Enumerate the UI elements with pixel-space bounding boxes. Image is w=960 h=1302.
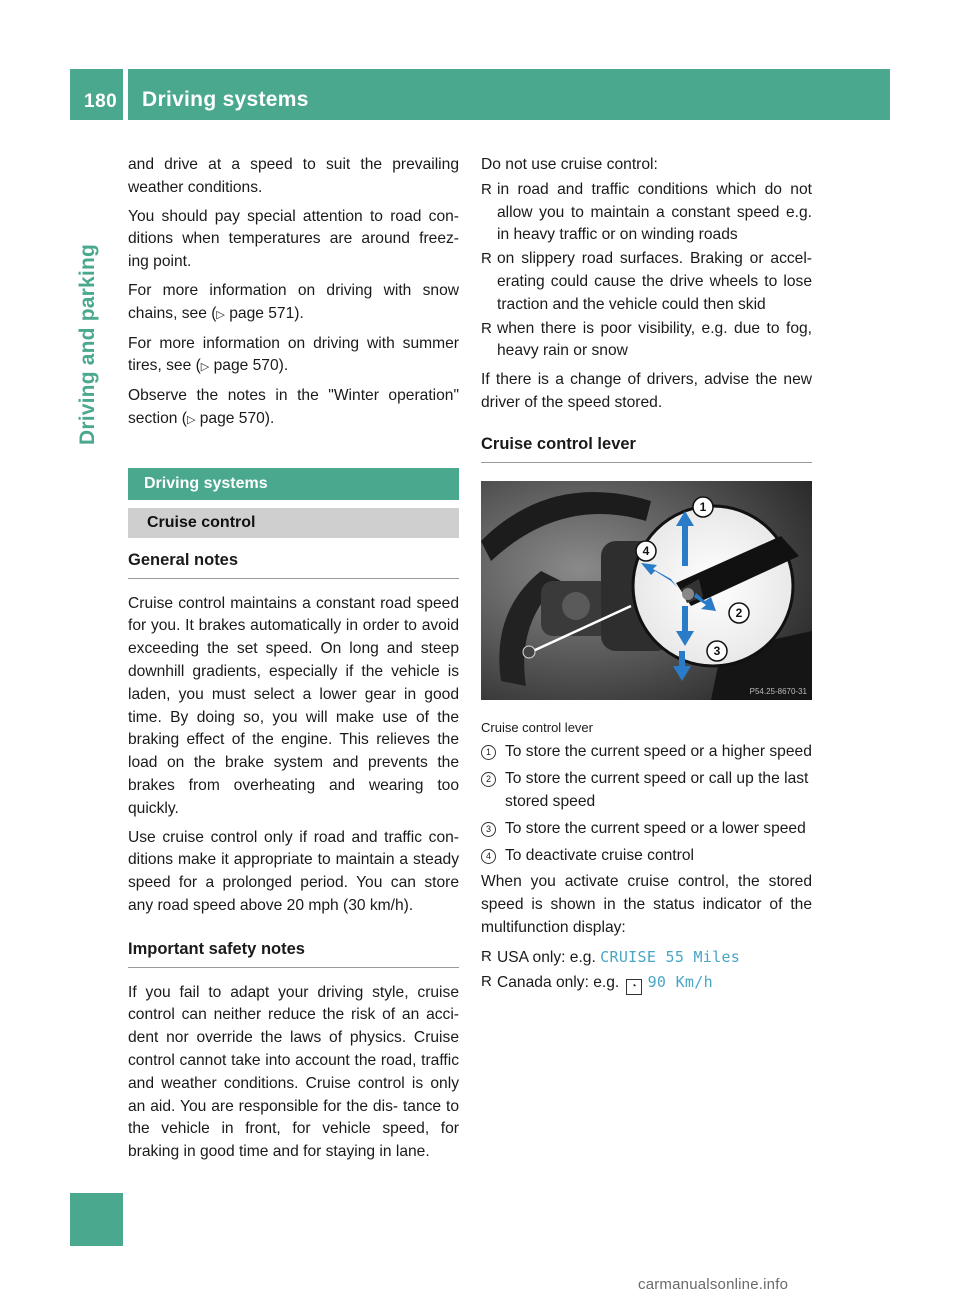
- number-badge: 3: [481, 822, 496, 837]
- list-item: 4 To deactivate cruise control: [481, 845, 812, 868]
- cruise-control-lever-illustration: [481, 481, 812, 700]
- paragraph: You should pay special attention to road con- ditions when temperatures are around freez- ing point.: [128, 207, 459, 271]
- list-item: R Canada only: e.g. ◔ 90 Km/h: [481, 971, 812, 995]
- callout-1: 1: [699, 499, 707, 514]
- side-tab-marker: [70, 1193, 123, 1246]
- left-column: [128, 154, 459, 1170]
- callout-3: 3: [713, 643, 721, 658]
- list-item: R when there is poor visibility, e.g. due to fog, heavy rain or snow: [481, 318, 812, 364]
- list-item: R on slippery road surfaces. Braking or accel- erating could cause the drive wheels to lose traction and the vehicle could then skid: [481, 248, 812, 316]
- display-readout-usa: CRUISE 55 Miles: [600, 947, 741, 966]
- heading-general-notes: General notes: [128, 549, 459, 579]
- speedometer-icon: ◔: [626, 979, 642, 995]
- watermark: carmanualsonline.info: [638, 1276, 789, 1293]
- paragraph: Observe the notes in the "Winter operation" section (▷ page 570).: [128, 387, 459, 427]
- number-badge: 2: [481, 772, 496, 787]
- number-badge: 4: [481, 849, 496, 864]
- page-title: Driving systems: [142, 88, 309, 111]
- page-number: 180: [84, 91, 118, 112]
- page-ref-arrow-icon: ▷: [200, 361, 210, 374]
- paragraph: Use cruise control only if road and traffic con- ditions make it appropriate to maintain a steady speed for a prolonged period. You can store any road speed above 20 mph (30 km/h).: [128, 828, 459, 914]
- paragraph: If you fail to adapt your driving style, cruise control can neither reduce the risk of an acci- dent nor override the laws of physics. Cruise control cannot take into account the road, traffic and weather conditions. Cruise control is only an aid. You are responsible for the dis- tance to the vehicle in front, for vehicle speed, for braking in good time and for staying in lane.: [128, 983, 459, 1161]
- callout-2: 2: [735, 605, 743, 620]
- list-item: R USA only: e.g. CRUISE 55 Miles: [481, 946, 812, 970]
- section-heading-driving-systems: Driving systems: [128, 468, 459, 500]
- paragraph: For more information on driving with snow chains, see (▷ page 571).: [128, 281, 459, 322]
- page-ref-link[interactable]: page 571: [229, 304, 295, 322]
- heading-important-safety-notes: Important safety notes: [128, 938, 459, 968]
- heading-cruise-control-lever: Cruise control lever: [481, 433, 812, 463]
- page-ref-link[interactable]: page 570: [199, 409, 265, 427]
- paragraph: When you activate cruise control, the stored speed is shown in the status indicator of the multifunction display:: [481, 873, 812, 936]
- bullet-list: [481, 946, 812, 995]
- paragraph: and drive at a speed to suit the prevailing weather conditions.: [128, 156, 459, 196]
- number-badge: 1: [481, 745, 496, 760]
- figure-code: P54.25-8670-31: [749, 686, 807, 696]
- list-item: 1 To store the current speed or a higher speed: [481, 741, 812, 764]
- list-item: 2 To store the current speed or call up the last stored speed: [481, 768, 812, 814]
- callout-4: 4: [642, 543, 650, 558]
- figure-caption: Cruise control lever: [481, 720, 593, 736]
- page-ref-arrow-icon: ▷: [186, 413, 196, 426]
- side-tab-label: Driving and parking: [76, 244, 99, 445]
- right-column: [481, 154, 812, 1001]
- bullet-list: [481, 179, 812, 363]
- page-ref-link[interactable]: page 570: [213, 357, 279, 375]
- section-heading-cruise-control: Cruise control: [128, 508, 459, 538]
- paragraph: If there is a change of drivers, advise the new driver of the speed stored.: [481, 371, 812, 411]
- paragraph: Cruise control maintains a constant road speed for you. It brakes automatically in order to avoid exceeding the set speed. On long and steep downhill gradients, especially if the vehicle is laden, you must select a lower gear in good time. By doing so, you will make use of the braking effect of the engine. This relieves the load on the brake system and prevents the brakes from overheating and wearing too quickly.: [128, 594, 459, 817]
- paragraph: For more information on driving with summer tires, see (▷ page 570).: [128, 334, 459, 375]
- paragraph: Do not use cruise control:: [481, 156, 658, 173]
- list-item: 3 To store the current speed or a lower speed: [481, 818, 812, 841]
- list-item: R in road and traffic conditions which do not allow you to maintain a constant speed e.g. in heavy traffic or on winding roads: [481, 179, 812, 247]
- display-readout-canada: 90 Km/h: [647, 972, 713, 991]
- page-ref-arrow-icon: ▷: [216, 308, 225, 321]
